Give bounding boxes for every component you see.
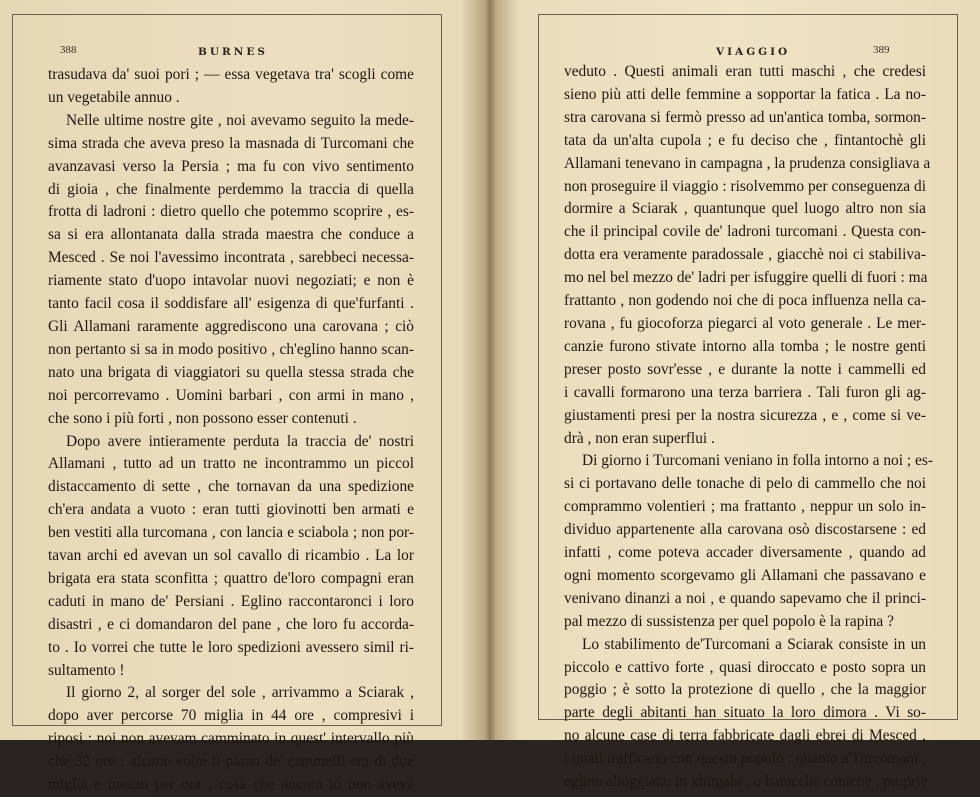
text-line: ogni momento scorgevamo gli Allamani che passavano e — [564, 566, 926, 584]
text-line: Dopo avere intieramente perduta la traccia de' nostri — [66, 432, 414, 450]
text-line: drà , non eran superflui . — [564, 429, 715, 447]
left-running-head: BURNES — [198, 46, 268, 58]
text-line: Di giorno i Turcomani veniano in folla intorno a noi ; es- — [582, 452, 933, 470]
text-line: infatti , come poteva accader diversamente , quando ad — [564, 544, 926, 562]
text-line: di gioia , che finalmente perdemmo la traccia di quella — [48, 180, 414, 198]
text-line: che il principal covile de' ladroni turcomani . Questa con- — [564, 223, 926, 241]
text-line: preser posto sovr'esse , e durante la notte i cammelli ed — [564, 360, 926, 378]
text-line: piccolo e cattivo forte , quasi diroccato e posto sopra un — [564, 658, 926, 676]
text-line: un vegetabile annuo . — [48, 88, 180, 106]
text-line: canzie furono stivate intorno alla tomba ; le nostre genti — [564, 337, 926, 355]
left-page — [0, 0, 488, 794]
text-line: to . Io vorrei che tutte le loro spedizioni avessero simil ri- — [48, 638, 414, 656]
text-line: che 32 ore : alcune volte il passo de' cammelli era di due — [48, 753, 414, 771]
text-line: brigata era stata sconfitta ; quattro de'loro compagni eran — [48, 569, 414, 587]
text-line: mo nel bel mezzo de' ladri per isfuggire quelli di fuori : ma — [564, 269, 928, 287]
text-line: pal mezzo di sussistenza per quel popolo è la rapina ? — [564, 612, 894, 630]
text-line: Lo stabilimento de'Turcomani a Sciarak consiste in un — [582, 635, 926, 653]
text-line: parte degli abitanti han situato la loro dimora . Vi so- — [564, 704, 926, 722]
text-line: sieno più atti delle femmine a sopportar la fatica . La no- — [564, 85, 926, 103]
text-line: poggio ; è sotto la protezione di quello , che la maggior — [564, 681, 926, 699]
right-page — [492, 0, 980, 791]
text-line: sultamento ! — [48, 661, 125, 679]
text-line: dopo aver percorse 70 miglia in 44 ore , compresivi i — [48, 707, 414, 725]
text-line: Allamani , tutto ad un tratto ne incontrammo un piccol — [48, 455, 414, 473]
text-line: Mesced . Se noi l'avessimo incontrata , sarebbeci necessa- — [48, 249, 414, 267]
text-line: miglia e mezzo per ora , cosa che ancora io non aveva — [48, 776, 414, 794]
text-line: Gli Allamani raramente aggrediscono una carovana ; ciò — [48, 317, 414, 335]
text-line: dormire a Sciarak , quantunque quel luogo altro non sia — [564, 200, 926, 218]
text-line: noi percorrevamo . Uomini barbari , con armi in mano , — [48, 386, 414, 404]
text-line: veduto . Questi animali eran tutti maschi , che credesi — [564, 63, 926, 80]
text-line: disastri , e ci domandaron del pane , che loro fu accorda- — [48, 615, 414, 633]
text-line: trasudava da' suoi pori ; — essa vegetava tra' scogli come — [48, 66, 414, 83]
text-line: sa si era allontanata dalla strada maestra che conduce a — [48, 226, 414, 244]
text-line: Nelle ultime nostre gite , noi avevamo seguito la mede- — [66, 111, 414, 129]
text-line: riamente stato d'uopo intavolar nuovi negoziati; e non è — [48, 272, 414, 290]
left-page-number: 388 — [60, 44, 77, 56]
text-line: rovana , fu giocoforza piegarci al voto generale . Le mer- — [564, 314, 926, 332]
text-line: non proseguire il viaggio : risolvemmo per conseguenza di — [564, 177, 926, 195]
text-line: Allamani tenevano in campagna , la prudenza consigliava a — [564, 154, 931, 172]
text-line: si ci portavano delle tonache di pelo di cammello che noi — [564, 475, 926, 493]
text-line: eglino alloggiano in khirgahi , o baracche coniche , proprie — [564, 773, 928, 791]
text-line: i cavalli formarono una terza barriera . Tali furon gli ag- — [564, 383, 926, 401]
right-page-body-text — [564, 61, 933, 794]
text-line: distaccamento di sette , che tornavan da una spedizione — [48, 478, 414, 496]
text-line: frotta di ladroni : dietro quello che potemmo scoprire , es- — [48, 203, 414, 221]
text-line: i quali trafficano con questo popolo : quanto a'Turcomani , — [564, 750, 926, 768]
left-page-body-text — [48, 64, 414, 797]
text-line: dotta era veramente paradossale , giacchè noi ci stabiliva- — [564, 246, 926, 264]
text-line: ch'era andata a vuoto : eran tutti giovinotti ben armati e — [48, 501, 414, 519]
text-line: avanzavasi verso la Persia ; ma fu con vivo sentimento — [48, 157, 414, 175]
text-line: ben vestiti alla turcomana , con lancia e sciabola ; non por- — [48, 524, 414, 542]
text-line: stra carovana si fermò presso ad un'antica tomba, sormon- — [564, 108, 926, 126]
text-line: tata da un'alta cupola ; e fu deciso che , fintantochè gli — [564, 131, 926, 149]
text-line: frattanto , non godendo noi che di poca influenza nella ca- — [564, 292, 926, 310]
text-line: tavan archi ed avevan un sol cavallo di ricambio . La lor — [48, 547, 414, 565]
right-page-number: 389 — [873, 44, 890, 56]
text-line: venivano dinanzi a noi , e quando sapevamo che il princi- — [564, 589, 926, 607]
text-line: riposi : noi non avevam camminato in quest' intervallo più — [48, 730, 414, 748]
text-line: giustamenti presi per la nostra sicurezza , e , come si ve- — [564, 406, 926, 424]
text-line: comprammo volentieri ; ma frattanto , neppur un solo in- — [564, 498, 926, 516]
text-line: caduti in mano de' Persiani . Eglino raccontaronci i loro — [48, 592, 414, 610]
text-line: Il giorno 2, al sorger del sole , arrivammo a Sciarak , — [66, 684, 414, 702]
text-line: non pertanto si sa in modo positivo , ch'eglino hanno scan- — [48, 340, 414, 358]
text-line: nato una brigata di viaggiatori su quella stessa strada che — [48, 363, 414, 381]
text-line: no alcune case di terra fabbricate dagli ebrei di Mesced , — [564, 727, 926, 745]
right-running-head: VIAGGIO — [716, 46, 791, 58]
text-line: tanto facil cosa il soddisfare all' esigenza di que'furfanti . — [48, 295, 414, 313]
text-line: sima strada che aveva preso la masnada di Turcomani che — [48, 134, 414, 152]
text-line: dividuo appartenente alla carovana osò discostarsene : ed — [564, 521, 926, 539]
text-line: che sono i più forti , non possono esser contenuti . — [48, 409, 357, 427]
